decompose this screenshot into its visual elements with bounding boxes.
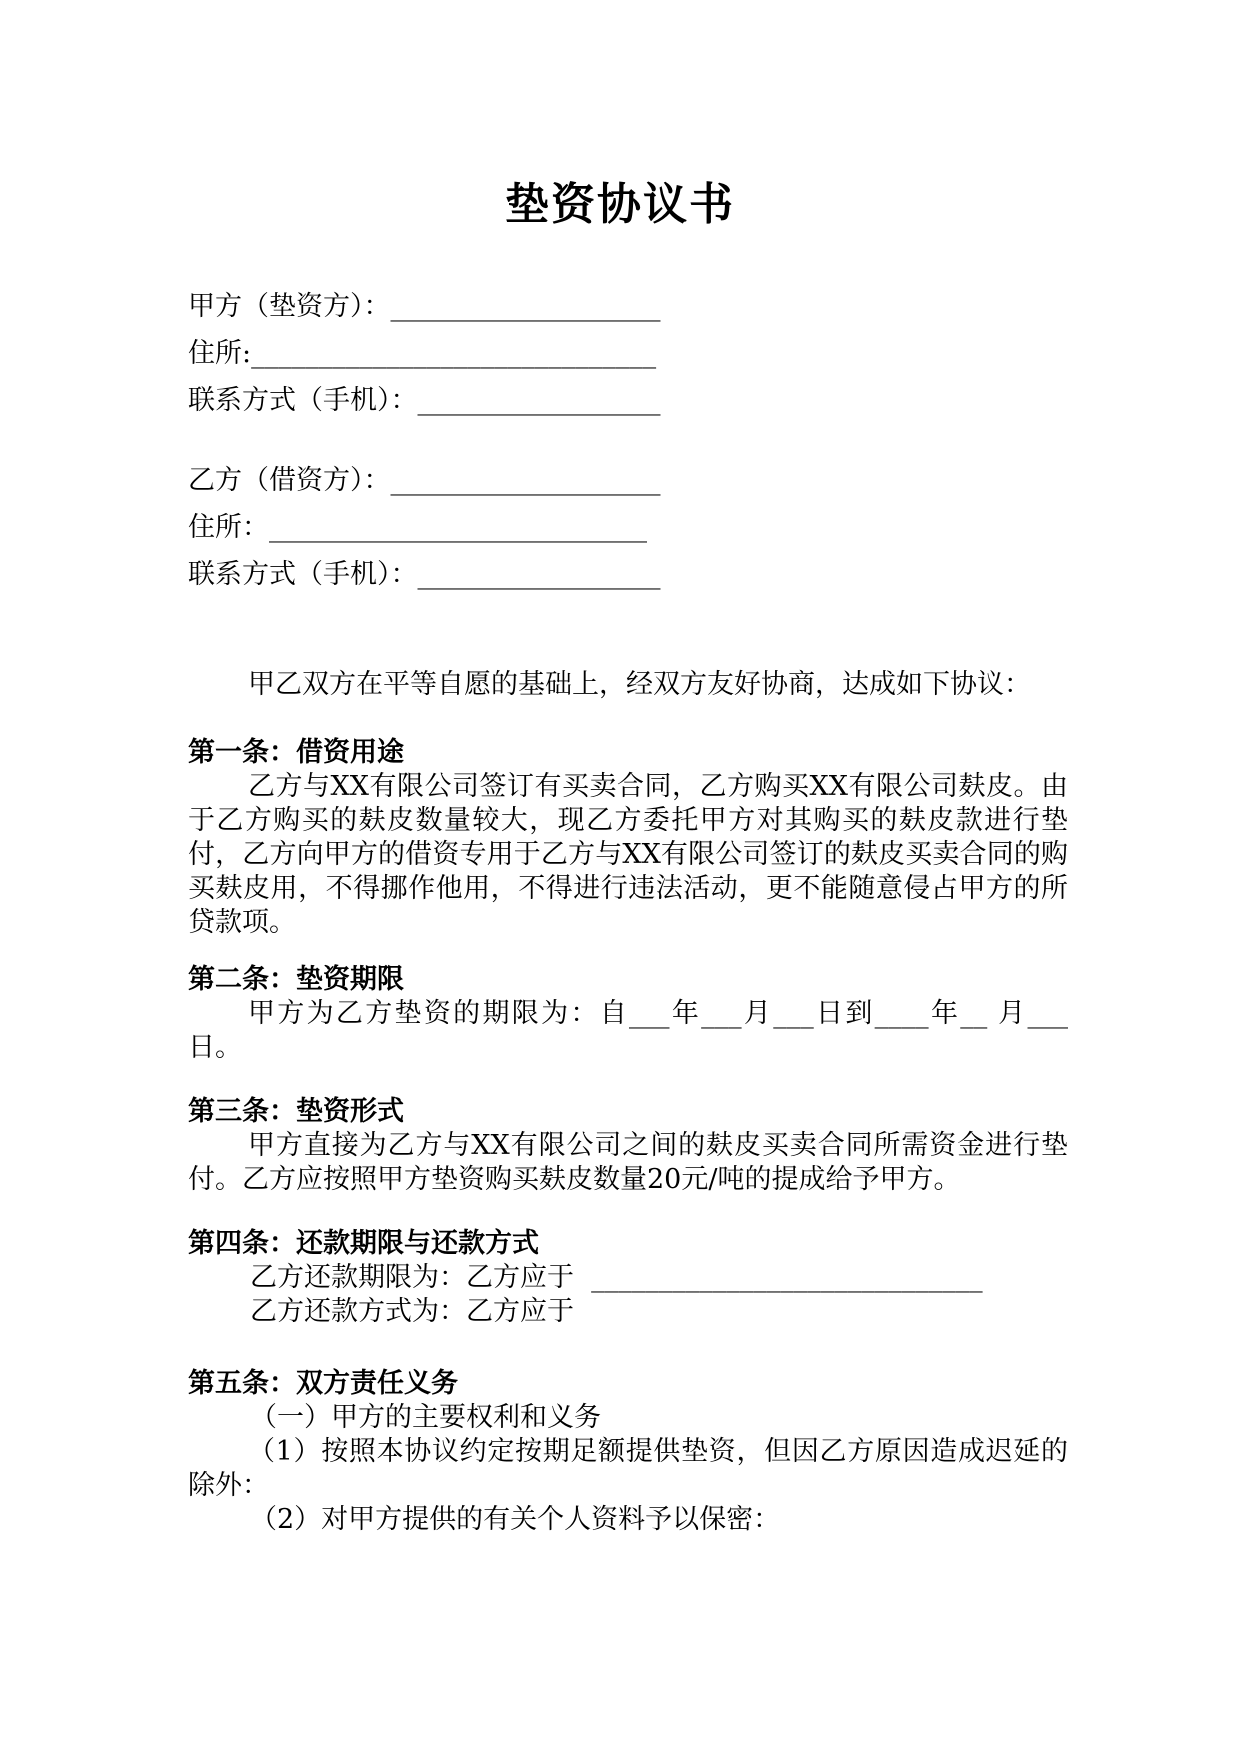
party-b-address: 住所：____________________________ xyxy=(188,512,647,543)
article-5-subheading: （一）甲方的主要权利和义务 xyxy=(250,1402,601,1433)
party-b-phone: 联系方式（手机）：__________________ xyxy=(188,559,661,590)
article-2-heading: 第二条：垫资期限 xyxy=(188,964,404,995)
document-title: 垫资协议书 xyxy=(505,179,735,230)
article-3-heading: 第三条：垫资形式 xyxy=(188,1096,404,1127)
article-1-body: 乙方与XX有限公司签订有买卖合同，乙方购买XX有限公司麸皮。由于乙方购买的麸皮数量较大，现乙方委托甲方对其购买的麸皮款进行垫付，乙方向甲方的借资专用于乙方与XX有限公司签订的麸皮买卖合同的购买麸皮用，不得挪作他用，不得进行违法活动，更不能随意侵占甲方的所贷款项。 xyxy=(188,771,1068,938)
party-a-label: 甲方（垫资方）：____________________ xyxy=(188,291,661,322)
party-a-address: 住所:______________________________ xyxy=(188,338,657,369)
article-2-body: 甲方为乙方垫资的期限为：自___年___月___日到____年__ 月___ 日。 xyxy=(188,998,1068,1063)
article-5-item-2: （2）对甲方提供的有关个人资料予以保密： xyxy=(250,1504,781,1535)
article-4-repayment-method: 乙方还款方式为：乙方应于 xyxy=(250,1296,574,1327)
article-4-heading: 第四条：还款期限与还款方式 xyxy=(188,1228,539,1259)
article-4-repayment-period: 乙方还款期限为：乙方应于 _____________________________ xyxy=(250,1262,983,1293)
preamble-paragraph: 甲乙双方在平等自愿的基础上，经双方友好协商，达成如下协议： xyxy=(248,669,1031,700)
article-5-item-1: （1）按照本协议约定按期足额提供垫资，但因乙方原因造成迟延的除外： xyxy=(188,1436,1068,1501)
article-5-heading: 第五条：双方责任义务 xyxy=(188,1368,458,1399)
article-3-body: 甲方直接为乙方与XX有限公司之间的麸皮买卖合同所需资金进行垫付。乙方应按照甲方垫资购买麸皮数量20元/吨的提成给予甲方。 xyxy=(188,1130,1068,1195)
party-b-label: 乙方（借资方）：____________________ xyxy=(188,465,661,496)
party-a-phone: 联系方式（手机）：__________________ xyxy=(188,385,661,416)
article-1-heading: 第一条：借资用途 xyxy=(188,737,404,768)
